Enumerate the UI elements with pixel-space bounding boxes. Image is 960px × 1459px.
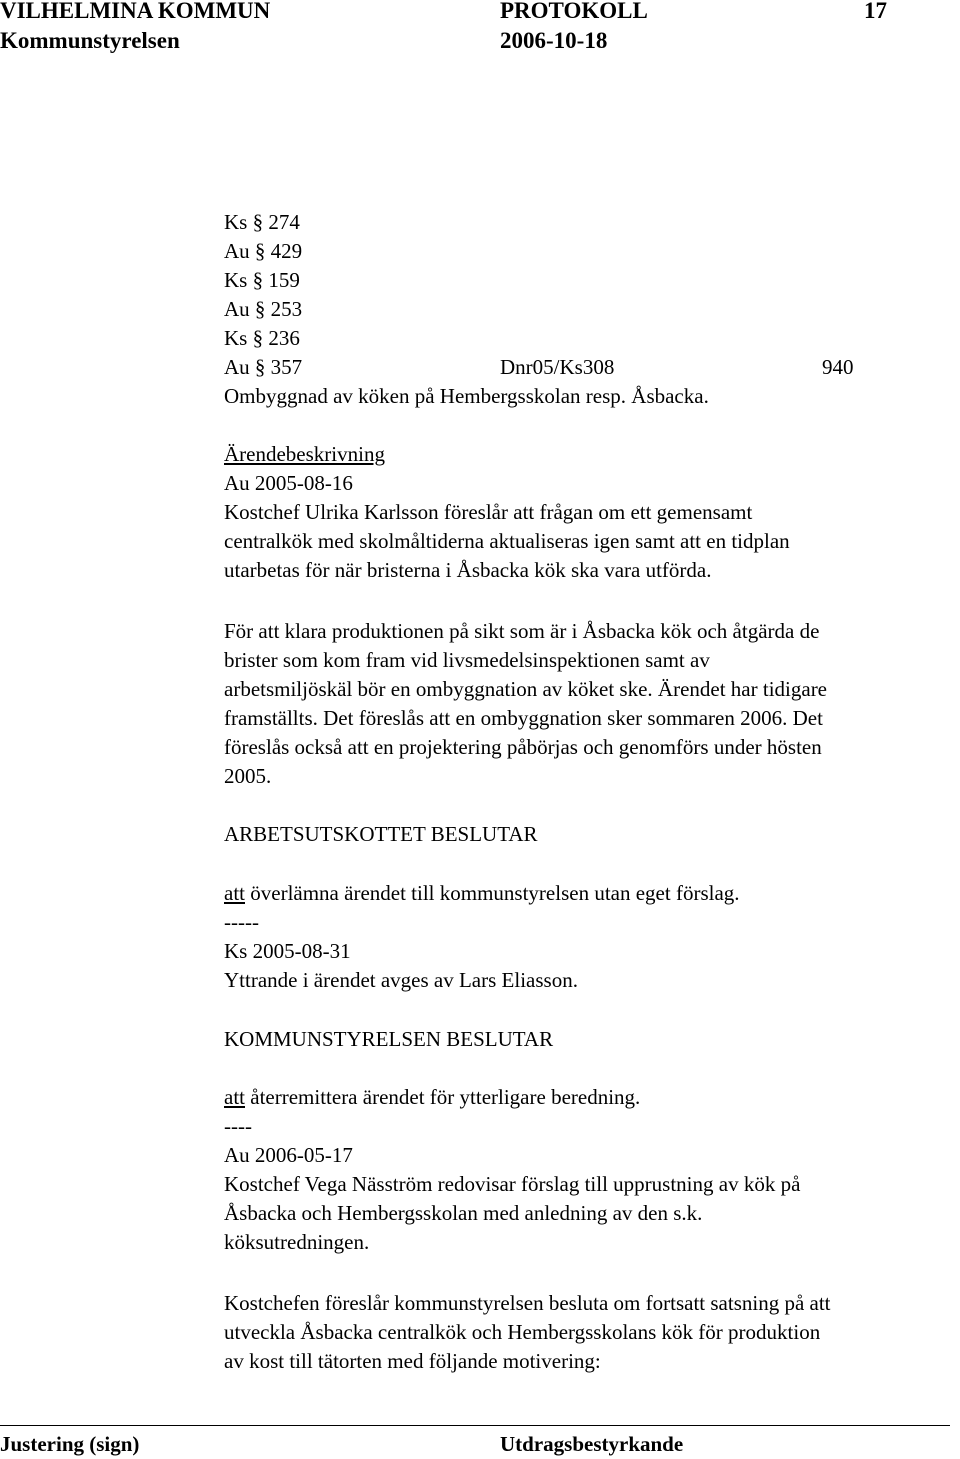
paragraph-produktion: [224, 617, 960, 791]
separator: ----: [224, 1114, 252, 1138]
paragraph-line: Kostchef Vega Näsström redovisar förslag till upprustning av kök på: [224, 1172, 801, 1196]
reference-item: Au § 357 Dnr05/Ks308 940: [224, 353, 709, 382]
paragraph-line: av kost till tätorten med följande motivering:: [224, 1349, 601, 1373]
au-date-2006: Au 2006-05-17: [224, 1143, 353, 1167]
paragraph-line: föreslås också att en projektering påbörjas och genomförs under hösten: [224, 735, 822, 759]
arende-section: [224, 440, 960, 585]
separator: -----: [224, 910, 259, 934]
paragraph-line: utveckla Åsbacka centralkök och Hembergsskolans kök för produktion: [224, 1320, 821, 1344]
ks-decision: att återremittera ärendet för ytterligare beredning. ---- Au 2006-05-17 Kostchef Vega Näsström redovisar förslag till upprustning av kök på Åsbacka och Hembergsskolan med anledning av den s.k. köksutredningen.: [224, 1083, 960, 1257]
paragraph-line: brister som kom fram vid livsmedelsinspektionen samt av: [224, 648, 710, 672]
paragraph-line: Kostchef Ulrika Karlsson föreslår att frågan om ett gemensamt: [224, 500, 753, 524]
footer-divider: [0, 1425, 950, 1426]
au-beslutar-heading: ARBETSUTSKOTTET BESLUTAR: [224, 822, 538, 846]
paragraph-line: Åsbacka och Hembergsskolan med anledning av den s.k.: [224, 1201, 703, 1225]
document-type: PROTOKOLL: [500, 0, 648, 23]
page-number: 17: [864, 0, 887, 23]
paragraph-line: centralkök med skolmåltiderna aktualiseras igen samt att en tidplan: [224, 529, 790, 553]
paragraph-line: utarbetas för när bristerna i Åsbacka kök ska vara utförda.: [224, 558, 712, 582]
yttrande-line: Yttrande i ärendet avges av Lars Eliasson.: [224, 968, 578, 992]
reference-list: [224, 208, 854, 411]
paragraph-line: framställts. Det föreslås att en ombyggnation sker sommaren 2006. Det: [224, 706, 823, 730]
paragraph-kostchefen: [224, 1289, 960, 1376]
reference-item: Au § 429: [224, 239, 303, 263]
diary-number: Dnr05/Ks308: [500, 355, 615, 379]
municipality-name: VILHELMINA KOMMUN: [0, 0, 271, 23]
justering-label: Justering (sign): [0, 1432, 140, 1456]
subject-line: Ombyggnad av köken på Hembergsskolan resp. Åsbacka.: [224, 384, 709, 408]
utdragsbestyrkande-label: Utdragsbestyrkande: [500, 1432, 684, 1456]
reference-item: Ks § 159: [224, 268, 300, 292]
paragraph-line: köksutredningen.: [224, 1230, 370, 1254]
reference-item: Ks § 236: [224, 326, 300, 350]
paragraph-line: För att klara produktionen på sikt som är i Åsbacka kök och åtgärda de: [224, 619, 820, 643]
au-date-2005: Au 2005-08-16: [224, 471, 353, 495]
au-decision: att överlämna ärendet till kommunstyrelsen utan eget förslag. ----- Ks 2005-08-31 Yttrande i ärendet avges av Lars Eliasson.: [224, 879, 960, 995]
paragraph-line: 2005.: [224, 764, 272, 788]
ks-beslutar-heading: KOMMUNSTYRELSEN BESLUTAR: [224, 1027, 554, 1051]
paragraph-line: Kostchefen föreslår kommunstyrelsen besluta om fortsatt satsning på att: [224, 1291, 831, 1315]
reference-item: Ks § 274: [224, 210, 300, 234]
ks-date-2005: Ks 2005-08-31: [224, 939, 351, 963]
arende-heading: Ärendebeskrivning: [224, 442, 385, 466]
committee-name: Kommunstyrelsen: [0, 28, 180, 53]
reference-item: Au § 253: [224, 297, 303, 321]
case-code: 940: [822, 355, 854, 379]
paragraph-line: arbetsmiljöskäl bör en ombyggnation av köket ske. Ärendet har tidigare: [224, 677, 828, 701]
meeting-date: 2006-10-18: [500, 28, 608, 53]
